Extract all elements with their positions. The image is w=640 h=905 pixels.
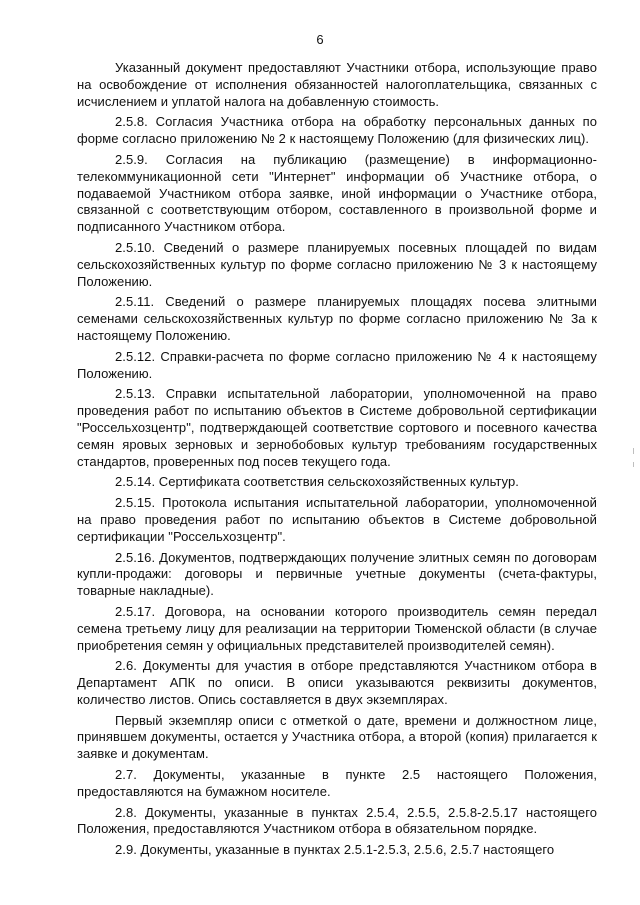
paragraph-2-5-15: 2.5.15. Протокола испытания испытательной лаборатории, уполномоченной на право проведения работ по испытанию объектов в Системе добровольной сертификации "Россельхозцентр". (77, 495, 597, 544)
paragraph-2-5-10: 2.5.10. Сведений о размере планируемых посевных площадей по видам сельскохозяйственных культур по форме согласно приложению № 3 к настоящему Положению. (77, 239, 597, 289)
page-number: 6 (316, 32, 324, 47)
paragraph-2-7: 2.7. Документы, указанные в пункте 2.5 настоящего Положения, предоставляются на бумажном носителе. (77, 767, 597, 799)
paragraph-2-5-16: 2.5.16. Документов, подтверждающих получение элитных семян по договорам купли-продажи: договоры и первичные учетные документы (счета-фактуры, товарные накладные). (77, 549, 597, 599)
paragraph-2-5-8: 2.5.8. Согласия Участника отбора на обработку персональных данных по форме согласно приложению № 2 к настоящему Положению (для физических лиц). (77, 114, 597, 147)
paragraph-2-5-9: 2.5.9. Согласия на публикацию (размещение) в информационно-телекоммуникационной сети "Интернет" информации об Участнике отбора, о подаваемой Участником отбора заявке, иной информации о Участнике отбора, связанной с соответствующим отбором, составленного в произвольной форме и подписанного Участником отбора. (77, 151, 597, 235)
scan-edge-mark (633, 462, 634, 467)
paragraph-2-5-12: 2.5.12. Справки-расчета по форме согласно приложению № 4 к настоящему Положению. (77, 348, 597, 381)
paragraph-vat-exemption: Указанный документ предоставляют Участники отбора, использующие право на освобождение от исполнения обязанностей налогоплательщика, связанных с исчислением и уплатой налога на добавленную стоимость. (77, 60, 597, 109)
paragraph-2-8: 2.8. Документы, указанные в пунктах 2.5.4, 2.5.5, 2.5.8-2.5.17 настоящего Положения, предоставляются Участником отбора в обязательном порядке. (77, 804, 597, 837)
paragraph-2-9: 2.9. Документы, указанные в пунктах 2.5.1-2.5.3, 2.5.6, 2.5.7 настоящего (115, 842, 555, 858)
paragraph-2-5-11: 2.5.11. Сведений о размере планируемых площадях посева элитными семенами сельскохозяйственных культур по форме согласно приложению № 3а к настоящему Положению. (77, 294, 597, 343)
document-body (77, 60, 597, 863)
paragraph-2-6: 2.6. Документы для участия в отборе представляются Участником отбора в Департамент АПК по описи. В описи указываются реквизиты документов, количество листов. Опись составляется в двух экземплярах. (77, 658, 597, 707)
paragraph-2-5-14: 2.5.14. Сертификата соответствия сельскохозяйственных культур. (115, 474, 519, 490)
scan-edge-mark (633, 448, 634, 454)
paragraph-2-5-17: 2.5.17. Договора, на основании которого производитель семян передал семена третьему лицу для реализации на территории Тюменской области (в случае приобретения семян у официальных представителей производителей семян). (77, 603, 597, 653)
paragraph-inventory-copies: Первый экземпляр описи с отметкой о дате, времени и должностном лице, принявшем документы, остается у Участника отбора, а второй (копия) прилагается к заявке и документам. (77, 712, 597, 762)
paragraph-2-5-13: 2.5.13. Справки испытательной лаборатории, уполномоченной на право проведения работ по испытанию объектов в Системе добровольной сертификации "Россельхозцентр", подтверждающей соответствие сортового и посевного качества семян яровых зерновых и зернобобовых культур требованиям государственных стандартов, проверенных под посев текущего года. (77, 386, 597, 469)
